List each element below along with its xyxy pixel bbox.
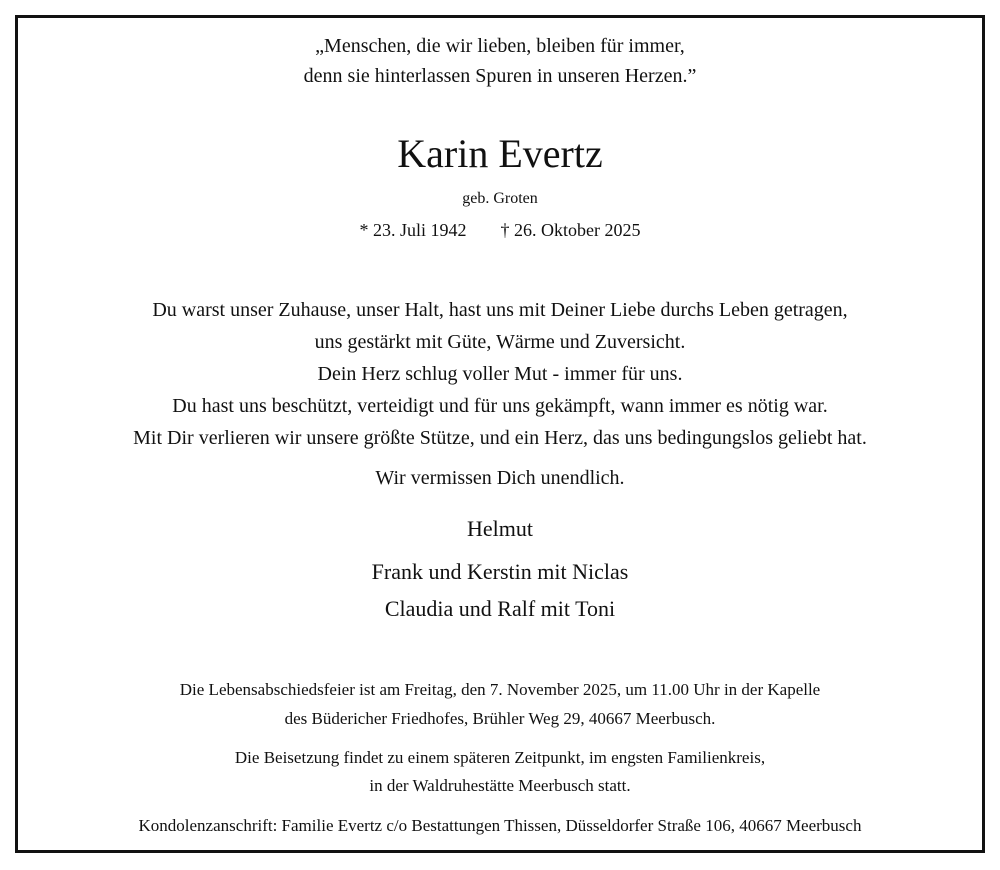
- family-member: Helmut: [467, 516, 533, 541]
- burial-line-1: Die Beisetzung findet zu einem späteren Zeitpunkt, im engsten Familienkreis,: [234, 748, 766, 767]
- family-member: Frank und Kerstin mit Niclas: [371, 559, 629, 584]
- poem-line: Mit Dir verlieren wir unsere größte Stütze, und ein Herz, das uns bedingungslos geliebt hat.: [133, 427, 867, 449]
- poem-line: Dein Herz schlug voller Mut - immer für uns.: [317, 363, 683, 385]
- ceremony-line-2: des Büdericher Friedhofes, Brühler Weg 29, 40667 Meerbusch.: [284, 709, 716, 728]
- deceased-name: Karin Evertz: [397, 131, 603, 176]
- quote-line-1: „Menschen, die wir lieben, bleiben für immer,: [315, 35, 685, 57]
- quote-line-2: denn sie hinterlassen Spuren in unseren Herzen.”: [303, 65, 697, 87]
- life-dates: [0, 221, 1000, 239]
- family-member: Claudia und Ralf mit Toni: [384, 596, 616, 621]
- burial-line-2: in der Waldruhestätte Meerbusch statt.: [369, 776, 631, 795]
- condolence-address: Kondolenzanschrift: Familie Evertz c/o Bestattungen Thissen, Düsseldorfer Straße 106, 40667 Meerbusch: [138, 816, 862, 835]
- poem-line: Du hast uns beschützt, verteidigt und für uns gekämpft, wann immer es nötig war.: [172, 395, 828, 417]
- ceremony-line-1: Die Lebensabschiedsfeier ist am Freitag, den 7. November 2025, um 11.00 Uhr in der Kapelle: [179, 680, 821, 699]
- poem-line: Du warst unser Zuhause, unser Halt, hast uns mit Deiner Liebe durchs Leben getragen,: [152, 299, 848, 321]
- birth-date: * 23. Juli 1942: [359, 220, 467, 240]
- maiden-name: geb. Groten: [462, 190, 538, 207]
- death-date: † 26. Oktober 2025: [500, 220, 641, 240]
- poem-closing: Wir vermissen Dich unendlich.: [375, 467, 625, 489]
- poem-line: uns gestärkt mit Güte, Wärme und Zuversicht.: [314, 331, 686, 353]
